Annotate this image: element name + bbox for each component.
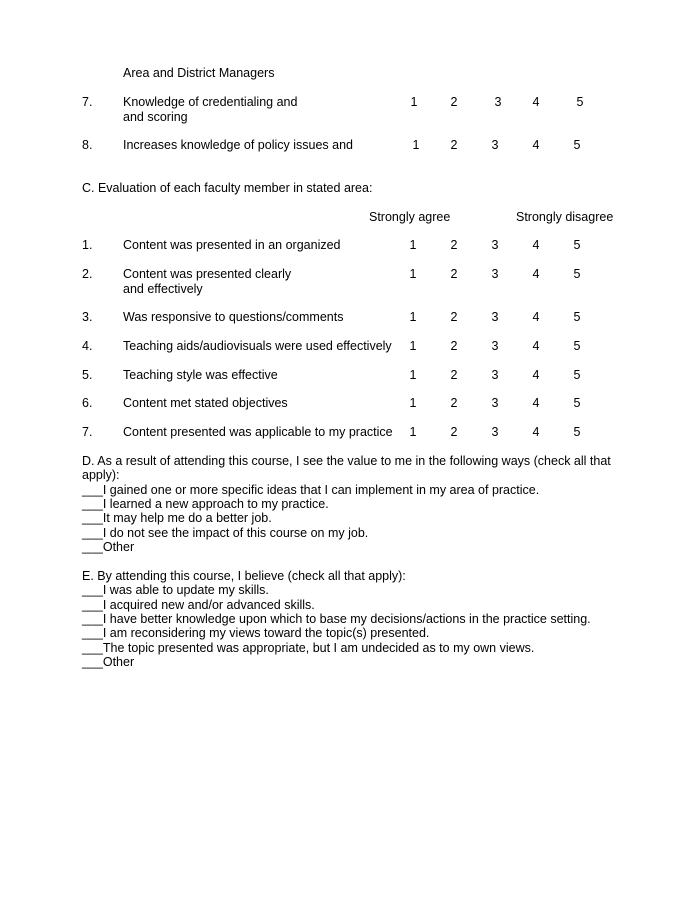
- item-text-continued: and scoring: [123, 110, 188, 124]
- scale-option-2[interactable]: 2: [450, 425, 458, 439]
- scale-option-3[interactable]: 3: [491, 396, 499, 410]
- section-d-heading: D. As a result of attending this course, I see the value to me in the following ways (check all that: [82, 454, 611, 468]
- item-number: 7.: [82, 425, 93, 439]
- checklist-item[interactable]: ___Other: [82, 655, 135, 669]
- item-text: Increases knowledge of policy issues and: [123, 138, 353, 152]
- checklist-item[interactable]: ___It may help me do a better job.: [82, 511, 272, 525]
- scale-option-1[interactable]: 1: [409, 396, 417, 410]
- item-text: Content presented was applicable to my practice: [123, 425, 393, 439]
- strongly-disagree-label: Strongly disagree: [516, 210, 614, 224]
- scale-option-1[interactable]: 1: [410, 95, 418, 109]
- checklist-item[interactable]: ___I have better knowledge upon which to base my decisions/actions in the practice setting.: [82, 612, 591, 626]
- scale-option-1[interactable]: 1: [409, 267, 417, 281]
- scale-option-2[interactable]: 2: [450, 310, 458, 324]
- scale-option-1[interactable]: 1: [409, 339, 417, 353]
- scale-option-1[interactable]: 1: [409, 425, 417, 439]
- checklist-item[interactable]: ___I gained one or more specific ideas that I can implement in my area of practice.: [82, 483, 540, 497]
- scale-option-4[interactable]: 4: [532, 138, 540, 152]
- item-number: 8.: [82, 138, 93, 152]
- item-number: 6.: [82, 396, 93, 410]
- checklist-item[interactable]: ___I was able to update my skills.: [82, 583, 269, 597]
- item-number: 4.: [82, 339, 93, 353]
- scale-option-4[interactable]: 4: [532, 396, 540, 410]
- scale-option-2[interactable]: 2: [450, 339, 458, 353]
- item-text: Teaching style was effective: [123, 368, 278, 382]
- section-c-heading: C. Evaluation of each faculty member in stated area:: [82, 181, 373, 195]
- strongly-agree-label: Strongly agree: [369, 210, 451, 224]
- checklist-item[interactable]: ___The topic presented was appropriate, but I am undecided as to my own views.: [82, 641, 535, 655]
- scale-option-5[interactable]: 5: [573, 339, 581, 353]
- scale-option-4[interactable]: 4: [532, 368, 540, 382]
- scale-option-5[interactable]: 5: [573, 310, 581, 324]
- scale-option-4[interactable]: 4: [532, 267, 540, 281]
- scale-option-1[interactable]: 1: [412, 138, 420, 152]
- scale-option-2[interactable]: 2: [450, 138, 458, 152]
- scale-option-4[interactable]: 4: [532, 425, 540, 439]
- scale-option-3[interactable]: 3: [491, 310, 499, 324]
- scale-option-2[interactable]: 2: [450, 238, 458, 252]
- scale-option-4[interactable]: 4: [532, 310, 540, 324]
- scale-option-3[interactable]: 3: [491, 425, 499, 439]
- scale-option-3[interactable]: 3: [491, 238, 499, 252]
- scale-option-3[interactable]: 3: [491, 267, 499, 281]
- scale-option-2[interactable]: 2: [450, 267, 458, 281]
- scale-option-5[interactable]: 5: [573, 368, 581, 382]
- scale-option-2[interactable]: 2: [450, 368, 458, 382]
- item-number: 3.: [82, 310, 93, 324]
- scale-option-5[interactable]: 5: [573, 138, 581, 152]
- item-number: 2.: [82, 267, 93, 281]
- scale-option-1[interactable]: 1: [409, 368, 417, 382]
- checklist-item[interactable]: ___I do not see the impact of this course on my job.: [82, 526, 369, 540]
- checklist-item[interactable]: ___I learned a new approach to my practice.: [82, 497, 329, 511]
- scale-option-5[interactable]: 5: [573, 267, 581, 281]
- scale-option-4[interactable]: 4: [532, 95, 540, 109]
- item-text: Content met stated objectives: [123, 396, 288, 410]
- item-text: Content was presented in an organized: [123, 238, 341, 252]
- scale-option-1[interactable]: 1: [409, 310, 417, 324]
- section-d-heading-continued: apply):: [82, 468, 120, 482]
- item-text: Content was presented clearly: [123, 267, 292, 281]
- scale-option-4[interactable]: 4: [532, 339, 540, 353]
- scale-option-2[interactable]: 2: [450, 95, 458, 109]
- scale-option-5[interactable]: 5: [573, 425, 581, 439]
- checklist-item[interactable]: ___Other: [82, 540, 135, 554]
- item-text-continued: and effectively: [123, 282, 203, 296]
- item-number: 5.: [82, 368, 93, 382]
- checklist-item[interactable]: ___I acquired new and/or advanced skills.: [82, 598, 315, 612]
- scale-option-2[interactable]: 2: [450, 396, 458, 410]
- scale-option-3[interactable]: 3: [491, 339, 499, 353]
- scale-option-1[interactable]: 1: [409, 238, 417, 252]
- scale-option-5[interactable]: 5: [576, 95, 584, 109]
- continued-text: Area and District Managers: [123, 66, 275, 80]
- scale-option-3[interactable]: 3: [494, 95, 502, 109]
- scale-option-3[interactable]: 3: [491, 138, 499, 152]
- item-text: Knowledge of credentialing and: [123, 95, 298, 109]
- item-text: Teaching aids/audiovisuals were used effectively: [123, 339, 392, 353]
- section-e-heading: E. By attending this course, I believe (check all that apply):: [82, 569, 406, 583]
- scale-option-3[interactable]: 3: [491, 368, 499, 382]
- item-number: 1.: [82, 238, 93, 252]
- item-text: Was responsive to questions/comments: [123, 310, 344, 324]
- scale-option-5[interactable]: 5: [573, 238, 581, 252]
- scale-option-4[interactable]: 4: [532, 238, 540, 252]
- checklist-item[interactable]: ___I am reconsidering my views toward the topic(s) presented.: [82, 626, 430, 640]
- item-number: 7.: [82, 95, 93, 109]
- scale-option-5[interactable]: 5: [573, 396, 581, 410]
